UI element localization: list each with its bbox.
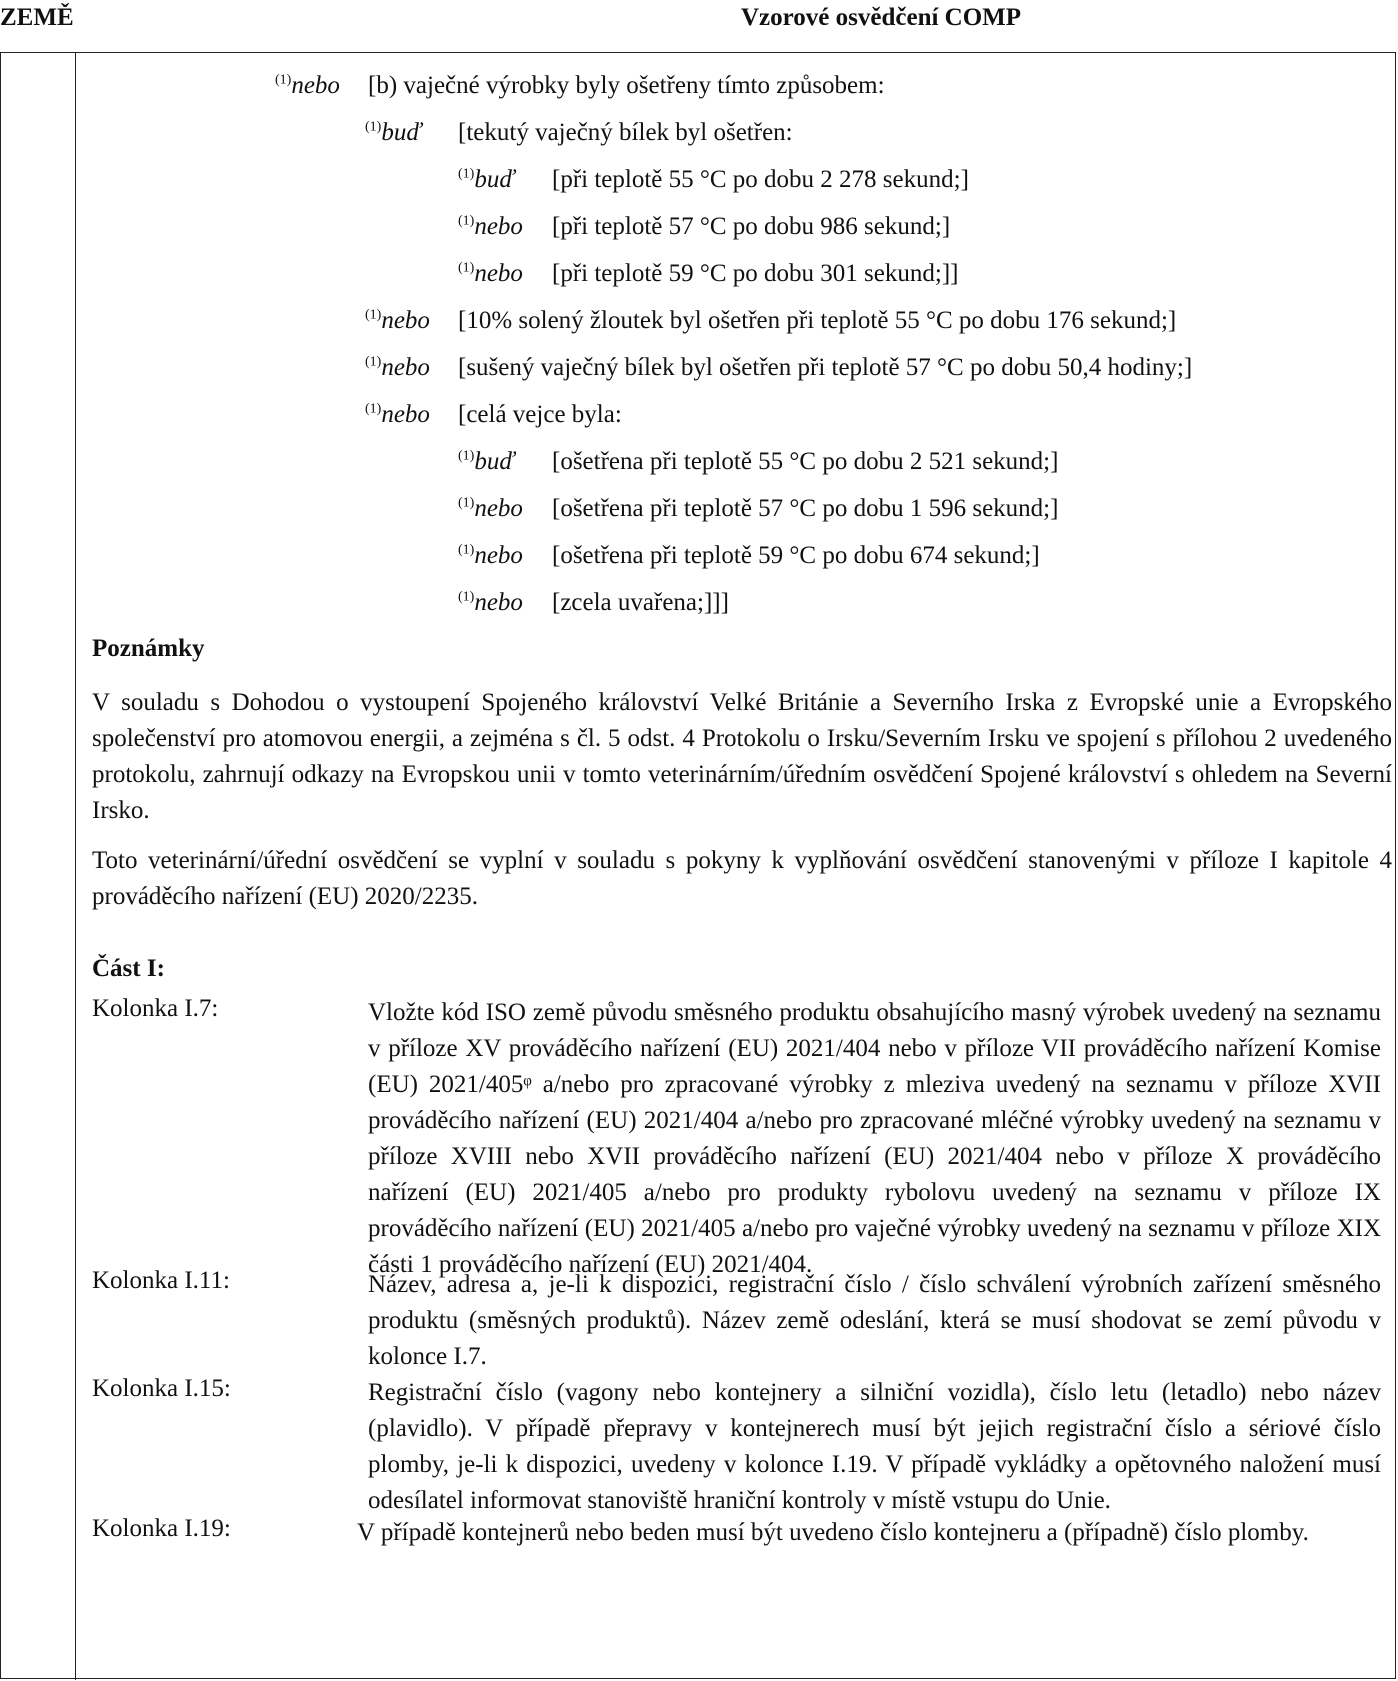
left-column-divider (75, 52, 76, 1680)
treatment-line (458, 589, 729, 617)
box-text: Vložte kód ISO země původu směsného produktu obsahujícího masný výrobek uvedený na seznamu v příloze XV prováděcího nařízení (EU) 2021/404 nebo v příloze VII prováděcího nařízení Komise (EU) 2021/405ᵠ a/nebo pro zpracované výrobky z mleziva uvedený na seznamu v příloze XVII prováděcího nařízení (EU) 2021/404 a/nebo pro zpracované mléčné výrobky uvedený na seznamu v příloze XVIII nebo XVII prováděcího nařízení (EU) 2021/404 nebo v příloze X prováděcího nařízení (EU) 2021/405 a/nebo pro produkty rybolovu uvedený na seznamu v příloze IX prováděcího nařízení (EU) 2021/405 a/nebo pro vaječné výrobky uvedený na seznamu v příloze XIX části 1 prováděcího nařízení (EU) 2021/404. (368, 999, 1381, 1278)
treatment-line (458, 213, 951, 241)
notes-paragraph-1: V souladu s Dohodou o vystoupení Spojeného království Velké Británie a Severního Irska z Evropské unie a Evropského společenství pro atomovou energii, a zejména s čl. 5 odst. 4 Protokolu o Irsku/Severním Irsku ve spojení s přílohou 2 uvedeného protokolu, zahrnují odkazy na Evropskou unii v tomto veterinárním/úředním osvědčení Spojené království s ohledem na Severní Irsko. (92, 689, 1392, 824)
treatment-text: [ošetřena při teplotě 57 °C po dobu 1 596 sekund;] (552, 495, 1059, 522)
treatment-keyword: $^{(1)}$nebo (458, 213, 523, 240)
treatment-line (275, 72, 885, 100)
treatment-text: [b) vaječné výrobky byly ošetřeny tímto způsobem: (368, 72, 885, 99)
treatment-keyword: $^{(1)}$nebo (458, 542, 523, 569)
treatment-line (365, 119, 793, 147)
treatment-keyword: $^{(1)}$nebo (275, 72, 340, 99)
treatment-text: [ošetřena při teplotě 59 °C po dobu 674 sekund;] (552, 542, 1040, 569)
box-text: V případě kontejnerů nebo beden musí být uvedeno číslo kontejneru a (případně) číslo plomby. (357, 1519, 1309, 1546)
box-label: Kolonka I.15: (92, 1375, 231, 1402)
treatment-text: [10% solený žloutek byl ošetřen při teplotě 55 °C po dobu 176 sekund;] (458, 307, 1177, 334)
header-country: ZEMĚ (0, 4, 74, 31)
treatment-keyword: $^{(1)}$nebo (458, 495, 523, 522)
treatment-line (365, 401, 622, 429)
treatment-keyword: $^{(1)}$nebo (365, 307, 430, 334)
treatment-text: [při teplotě 55 °C po dobu 2 278 sekund;] (552, 166, 969, 193)
treatment-text: [při teplotě 57 °C po dobu 986 sekund;] (552, 213, 951, 240)
box-label: Kolonka I.19: (92, 1515, 231, 1542)
treatment-line (365, 354, 1193, 382)
treatment-line (458, 166, 969, 194)
treatment-text: [ošetřena při teplotě 55 °C po dobu 2 521 sekund;] (552, 448, 1059, 475)
notes-title: Poznámky (92, 635, 205, 662)
treatment-keyword: $^{(1)}$nebo (365, 354, 430, 381)
treatment-text: [sušený vaječný bílek byl ošetřen při teplotě 57 °C po dobu 50,4 hodiny;] (458, 354, 1193, 381)
treatment-line (458, 448, 1059, 476)
treatment-line (458, 260, 959, 288)
treatment-text: [tekutý vaječný bílek byl ošetřen: (458, 119, 793, 146)
treatment-keyword: $^{(1)}$buď (365, 119, 422, 146)
treatment-keyword: $^{(1)}$buď (458, 166, 515, 193)
treatment-line (458, 542, 1040, 570)
treatment-text: [celá vejce byla: (458, 401, 622, 428)
box-text: Název, adresa a, je-li k dispozici, registrační číslo / číslo schválení výrobních zařízení směsného produktu (směsných produktů). Název země odeslání, která se musí shodovat se zemí původu v kolonce I.7. (368, 1271, 1381, 1370)
box-text: Registrační číslo (vagony nebo kontejnery a silniční vozidla), číslo letu (letadlo) nebo název (plavidlo). V případě přepravy v kontejnerech musí být jejich registrační číslo a sériové číslo plomby, je-li k dispozici, uvedeny v kolonce I.19. V případě vykládky a opětovného naložení musí odesílatel informovat stanoviště hraniční kontroly v místě vstupu do Unie. (368, 1379, 1381, 1514)
treatment-keyword: $^{(1)}$nebo (365, 401, 430, 428)
treatment-line (458, 495, 1059, 523)
treatment-text: [při teplotě 59 °C po dobu 301 sekund;]] (552, 260, 959, 287)
header-title: Vzorové osvědčení COMP (741, 4, 1022, 31)
treatment-text: [zcela uvařena;]]] (552, 589, 729, 616)
treatment-keyword: $^{(1)}$nebo (458, 589, 523, 616)
box-label: Kolonka I.7: (92, 995, 219, 1022)
treatment-keyword: $^{(1)}$buď (458, 448, 515, 475)
part1-title: Část I: (92, 955, 165, 982)
treatment-line (365, 307, 1177, 335)
notes-paragraph-2: Toto veterinární/úřední osvědčení se vyplní v souladu s pokyny k vyplňování osvědčení stanovenými v příloze I kapitole 4 prováděcího nařízení (EU) 2020/2235. (92, 847, 1392, 910)
box-label: Kolonka I.11: (92, 1267, 230, 1294)
treatment-keyword: $^{(1)}$nebo (458, 260, 523, 287)
